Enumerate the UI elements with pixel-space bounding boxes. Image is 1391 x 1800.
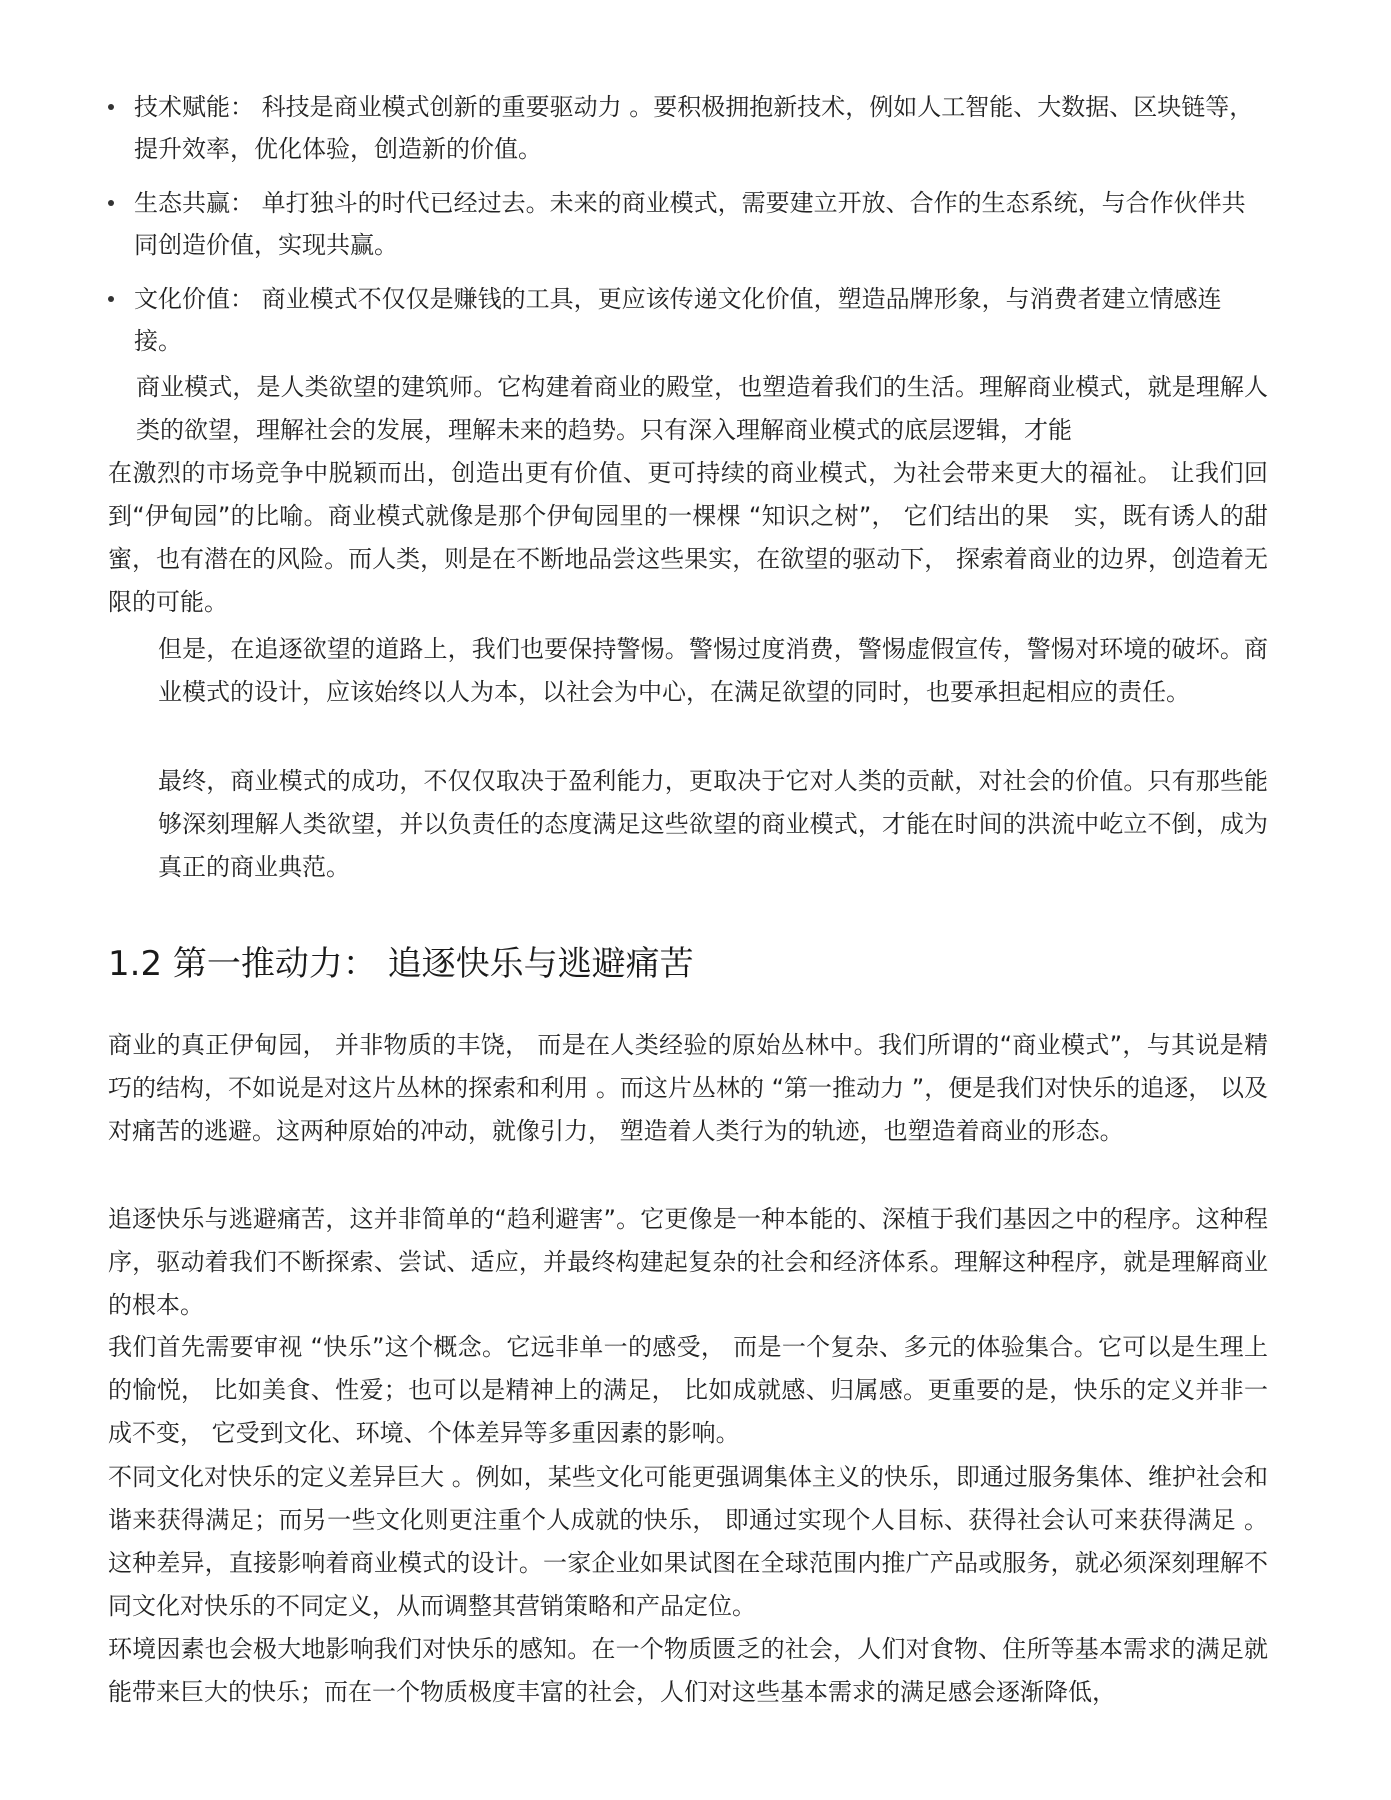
paragraph-conclusion: 最终，商业模式的成功，不仅仅取决于盈利能力，更取决于它对人类的贡献，对社会的价值。只有那些能够深刻理解人类欲望，并以负责任的态度满足这些欲望的商业模式，才能在时间的洪流中屹立不倒，成为真正的商业典范。 (158, 767, 1268, 881)
bullet-dot-icon (108, 296, 114, 302)
bullet-text: 科技是商业模式创新的重要驱动力 。要积极拥抱新技术，例如人工智能、大数据、区块链等，提升效率，优化体验，创造新的价值。 (134, 93, 1254, 163)
bullet-dot-icon (108, 104, 114, 110)
bullet-label: 文化价值： (134, 285, 254, 313)
paragraph-culture: 不同文化对快乐的定义差异巨大 。例如，某些文化可能更强调集体主义的快乐，即通过服务集体、维护社会和谐来获得满足；而另一些文化则更注重个人成就的快乐， 即通过实现个人目标、获得社会认可来获得满足 。这种差异，直接影响着商业模式的设计。一家企业如果试图在全球范围内推广产品或服务，就必须深刻理解不同文化对快乐的不同定义，从而调整其营销策略和产品定位。 (108, 1463, 1268, 1620)
paragraph-section-intro: 商业的真正伊甸园， 并非物质的丰饶， 而是在人类经验的原始丛林中。我们所谓的“商业模式”，与其说是精巧的结构，不如说是对这片丛林的探索和利用 。而这片丛林的 “第一推动力 ”，便是我们对快乐的追逐， 以及对痛苦的逃避。这两种原始的冲动，就像引力， 塑造着人类行为的轨迹，也塑造着商业的形态。 (108, 1031, 1268, 1145)
paragraph-vigilance: 但是，在追逐欲望的道路上，我们也要保持警惕。警惕过度消费，警惕虚假宣传，警惕对环境的破坏。商业模式的设计，应该始终以人为本，以社会为中心，在满足欲望的同时，也要承担起相应的责任。 (158, 635, 1268, 706)
list-item (108, 86, 1258, 170)
list-item (108, 278, 1258, 362)
paragraph-happiness-concept: 我们首先需要审视 “快乐”这个概念。它远非单一的感受， 而是一个复杂、多元的体验集合。它可以是生理上的愉悦， 比如美食、性爱；也可以是精神上的满足， 比如成就感、归属感。更重要的是，快乐的定义并非一成不变， 它受到文化、环境、个体差异等多重因素的影响。 (108, 1333, 1268, 1447)
paragraph-instinct: 追逐快乐与逃避痛苦，这并非简单的“趋利避害”。它更像是一种本能的、深植于我们基因之中的程序。这种程序，驱动着我们不断探索、尝试、适应，并最终构建起复杂的社会和经济体系。理解这种程序，就是理解商业的根本。 (108, 1205, 1268, 1319)
paragraph-eden-metaphor: 在激烈的市场竞争中脱颖而出，创造出更有价值、更可持续的商业模式，为社会带来更大的福祉。 让我们回到“伊甸园”的比喻。商业模式就像是那个伊甸园里的一棵棵 “知识之树”， 它们结出的果 实，既有诱人的甜蜜，也有潜在的风险。而人类，则是在不断地品尝这些果实，在欲望的驱动下， 探索着商业的边界，创造着无限的可能。 (108, 459, 1268, 616)
paragraph-environment: 环境因素也会极大地影响我们对快乐的感知。在一个物质匮乏的社会，人们对食物、住所等基本需求的满足就能带来巨大的快乐；而在一个物质极度丰富的社会，人们对这些基本需求的满足感会逐渐降低， (108, 1635, 1268, 1706)
bullet-dot-icon (108, 200, 114, 206)
paragraph-architect: 商业模式，是人类欲望的建筑师。它构建着商业的殿堂，也塑造着我们的生活。理解商业模式，就是理解人类的欲望，理解社会的发展，理解未来的趋势。只有深入理解商业模式的底层逻辑，才能 (136, 373, 1268, 444)
bullet-list (108, 86, 1258, 374)
section-heading: 1.2 第一推动力： 追逐快乐与逃避痛苦 (108, 944, 694, 984)
bullet-label: 生态共赢： (134, 189, 254, 217)
bullet-text: 商业模式不仅仅是赚钱的工具，更应该传递文化价值，塑造品牌形象，与消费者建立情感连接。 (134, 285, 1222, 355)
bullet-label: 技术赋能： (134, 93, 254, 121)
bullet-text: 单打独斗的时代已经过去。未来的商业模式，需要建立开放、合作的生态系统，与合作伙伴共同创造价值，实现共赢。 (134, 189, 1246, 259)
list-item (108, 182, 1258, 266)
